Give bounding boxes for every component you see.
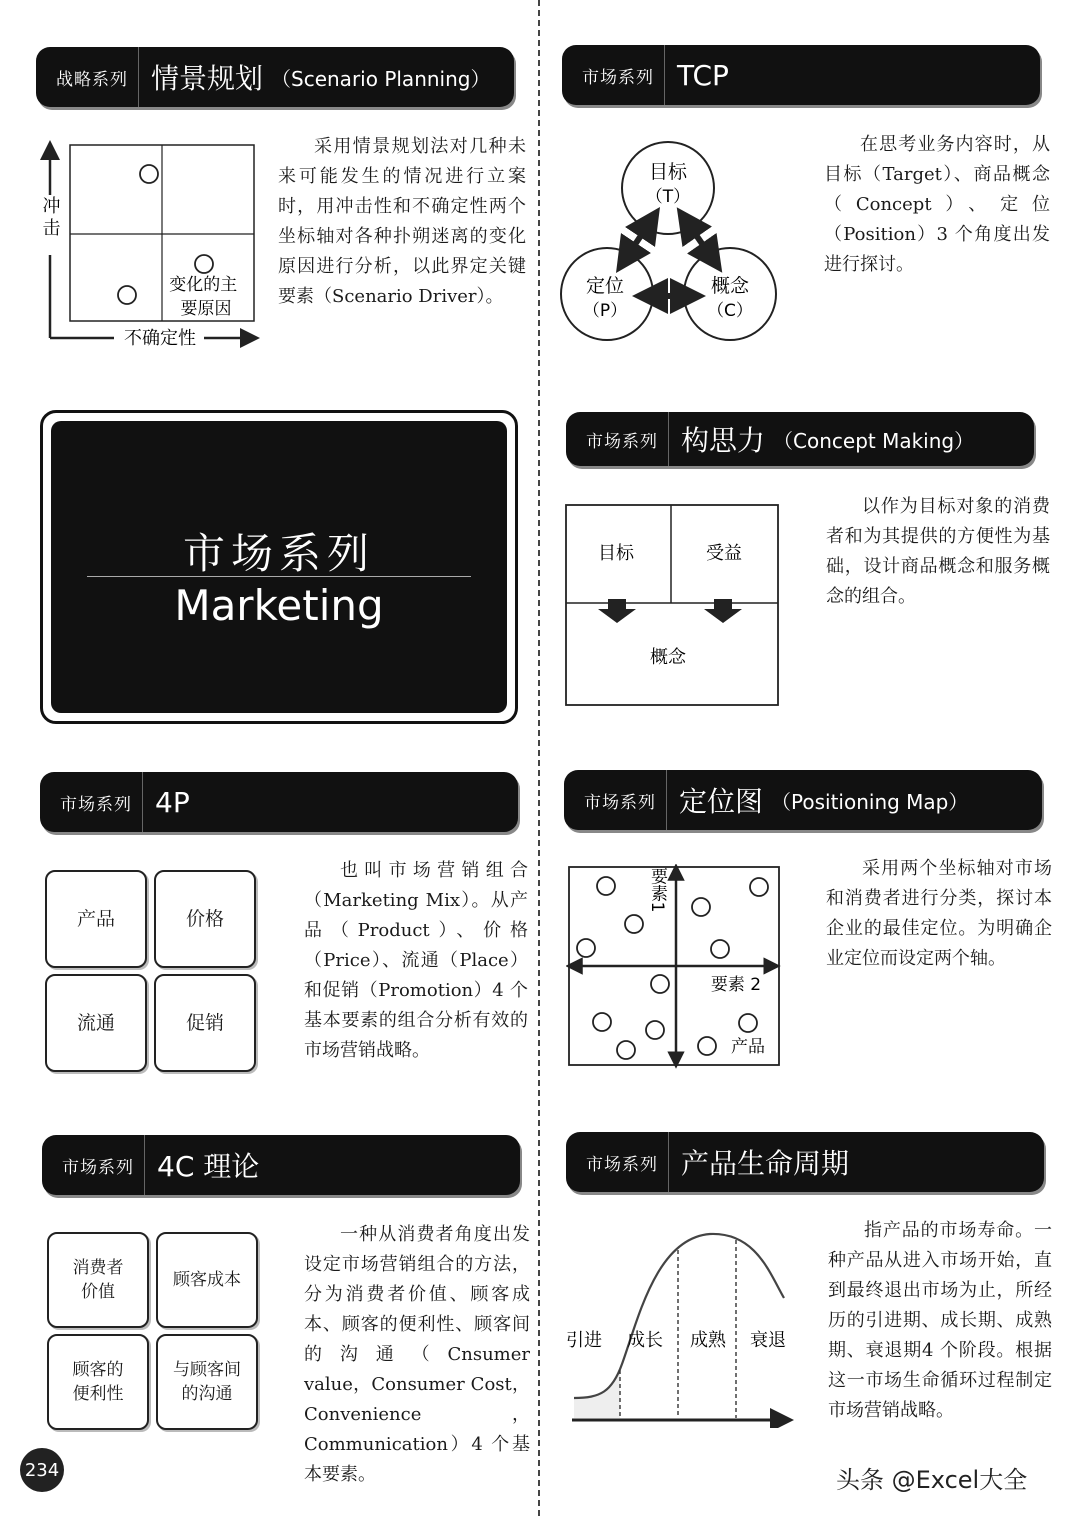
concept-goal-label: 目标 [598,543,634,564]
marketing-panel [40,410,518,724]
section-subtitle: （Concept Making） [773,428,975,453]
factor-label-line2: 要原因 [180,299,232,319]
factor-label: 变化的主 要原因 [169,275,238,319]
tcp-position-code: （P） [582,301,628,321]
section-subtitle: （Scenario Planning） [271,66,491,91]
map-point [593,1013,611,1031]
map-point [625,915,643,933]
scenario-diagram [36,140,266,355]
tcp-diagram [560,140,785,345]
plc-stage-label: 衰退 [750,1330,786,1351]
section-title: TCP [677,58,729,92]
page-divider [538,0,540,1516]
tcp-arrow-tp [626,222,650,258]
series-label: 市场系列 [40,772,143,832]
axis1-label: 要素1 [647,867,667,913]
map-point-product [698,1037,716,1055]
map-point [617,1041,635,1059]
tcp-target-code: （T） [645,187,691,207]
map-point [597,877,615,895]
section-title: 4P [155,785,190,819]
series-label: 市场系列 [566,412,669,466]
tcp-position-label: 定位 [585,275,625,297]
box-label: 流通 [76,1012,115,1034]
marketing-rule [87,576,471,577]
four-c-banner [42,1135,520,1195]
marketing-title-en: Marketing [174,581,384,630]
four-c-box [47,1334,149,1430]
series-label: 市场系列 [562,45,665,105]
box-label: 促销 [185,1012,224,1034]
axis2-label: 要素 2 [710,975,762,995]
section-title: 产品生命周期 [681,1147,850,1180]
tcp-banner [562,45,1040,105]
four-c-box [156,1334,258,1430]
four-p-box [154,974,256,1072]
map-point [651,975,669,993]
map-point [711,940,729,958]
map-point [739,1014,757,1032]
four-p-text: 也叫市场营销组合（Marketing Mix）。从产品（Product）、价格（Price）、流通（Place）和促销（Promotion）4 个基本要素的组合分析有效的市场营销战略。 [304,860,528,1061]
scenario-point [195,255,213,273]
plc-stage-label: 引进 [566,1330,602,1351]
scenario-point [118,286,136,304]
four-p-box [154,870,256,968]
section-title: 4C 理论 [157,1150,260,1183]
box-label: 价格 [185,908,224,930]
watermark: 头条 @Excel大全 [836,1466,1028,1494]
plc-diagram [560,1222,796,1428]
map-point [646,1021,664,1039]
box-label: 产品 [76,908,115,930]
box-label: 消费者 价值 [72,1258,124,1302]
map-point [692,898,710,916]
map-point [577,939,595,957]
four-c-box [47,1232,149,1328]
four-c-text: 一种从消费者角度出发设定市场营销组合的方法，分为消费者价值、顾客成本、顾客的便利性、顾客间的沟通（Cnsumer value，Consumer Cost，Convenience，Communication）4 个基本要素。 [304,1224,530,1485]
box-label: 顾客成本 [173,1270,241,1290]
section-title: 构思力 [681,424,766,457]
tcp-concept-label: 概念 [710,275,750,297]
map-point [750,878,768,896]
scenario-banner [36,47,514,107]
series-label: 市场系列 [42,1135,145,1195]
plc-stage-label: 成熟 [690,1330,726,1351]
plc-stage-label: 成长 [627,1330,663,1351]
positioning-map-diagram [566,864,784,1070]
box-label: 与顾客间 的沟通 [173,1360,241,1404]
concept-frame [566,505,778,705]
box-label: 顾客的 便利性 [72,1360,124,1404]
tcp-text: 在思考业务内容时，从目标（Target）、商品概念（Concept）、定位（Position）3 个角度出发进行探讨。 [824,134,1050,275]
positioning-map-banner [564,770,1042,830]
y-axis-label: 冲击 [39,196,61,240]
series-label: 市场系列 [564,770,667,830]
series-label: 战略系列 [36,47,139,107]
plc-curve [574,1234,784,1398]
section-title: 情景规划 [151,62,264,95]
series-label: 市场系列 [566,1132,669,1192]
positioning-map-text: 采用两个坐标轴对市场和消费者进行分类，探讨本企业的最佳定位。为明确企业定位而设定两个轴。 [826,858,1052,969]
section-subtitle: （Positioning Map） [771,789,969,814]
plc-banner [566,1132,1044,1192]
concept-making-text: 以作为目标对象的消费者和为其提供的方便性为基础，设计商品概念和服务概念的组合。 [826,496,1050,607]
concept-result-label: 概念 [650,647,686,668]
scenario-text: 采用情景规划法对几种未来可能发生的情况进行立案时，用冲击性和不确定性两个坐标轴对各种扑朔迷离的变化原因进行分析，以此界定关键要素（Scenario Driver）。 [278,136,526,307]
concept-making-banner [566,412,1034,466]
section-title: 定位图 [679,785,764,818]
marketing-title-cn: 市场系列 [182,529,375,578]
marketing-panel-inner [51,421,507,713]
tcp-target-label: 目标 [648,161,688,183]
page-number: 234 [20,1448,64,1492]
four-p-box [45,974,147,1072]
concept-making-diagram [564,503,782,708]
product-label: 产品 [731,1037,765,1057]
scenario-point [140,165,158,183]
x-axis-label: 不确定性 [124,328,196,349]
tcp-arrow-tc [687,222,712,258]
four-p-box [45,870,147,968]
concept-benefit-label: 受益 [706,543,742,564]
four-p-banner [40,772,518,832]
tcp-concept-code: （C） [707,301,753,321]
four-c-box [156,1232,258,1328]
plc-text: 指产品的市场寿命。一种产品从进入市场开始，直到最终退出市场为止，所经历的引进期、成长期、成熟期、衰退期4 个阶段。根据这一市场生命循环过程制定市场营销战略。 [828,1220,1052,1421]
